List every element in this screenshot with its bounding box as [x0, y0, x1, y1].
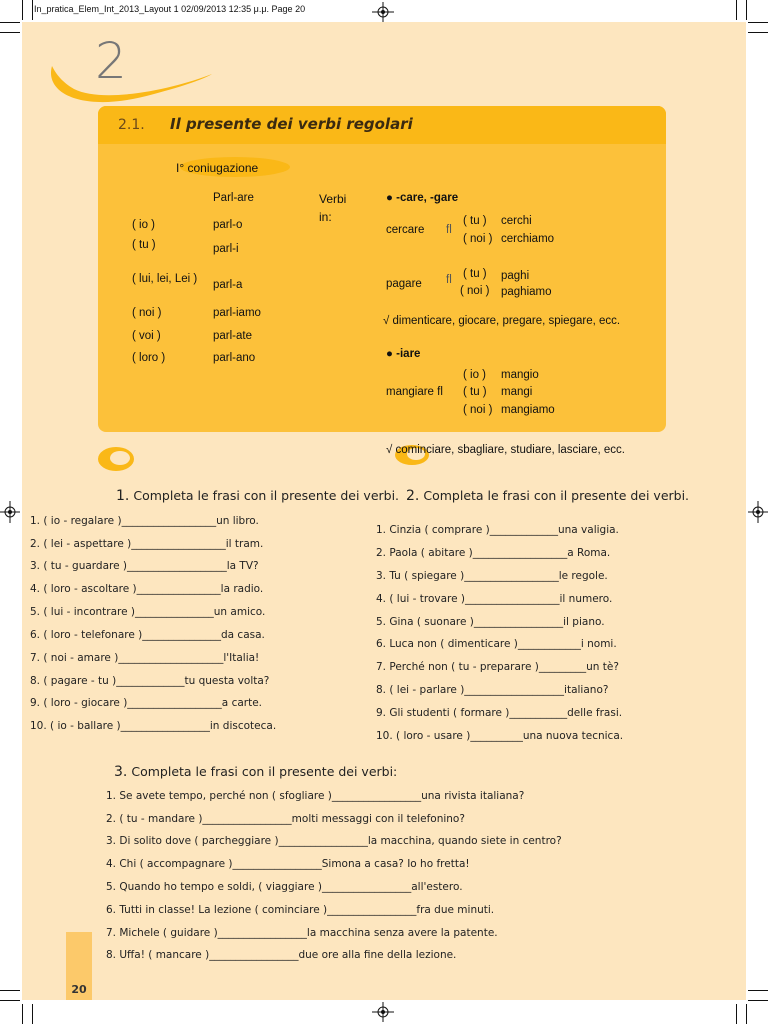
pronoun: ( io ) [132, 219, 155, 231]
exercise-item: 9. ( loro - giocare )__________________a carte. [30, 697, 263, 709]
exercise-number: 1. [116, 488, 130, 504]
exercise-2-heading [406, 488, 689, 504]
exercise-item: 7. Perché non ( tu - preparare )_________un tè? [376, 661, 619, 673]
exercise-number: 3. [114, 764, 128, 780]
pronoun: ( io ) [463, 369, 486, 381]
verb-form: mangiamo [501, 404, 555, 416]
iare-title-text: -iare [396, 348, 421, 360]
verb-form: parl-ano [213, 352, 256, 364]
iare-title: ● -iare [386, 348, 421, 360]
swirl-icon [96, 444, 138, 474]
verb-form: mangi [501, 386, 533, 398]
verb-mangiare: mangiare fl [386, 386, 443, 398]
page-number: 20 [71, 983, 87, 996]
crop-mark [746, 0, 747, 20]
crop-mark [746, 1004, 747, 1024]
exercise-item: 8. Uffa! ( mancare )_________________due ore alla fine della lezione. [106, 949, 457, 961]
registration-mark-icon [748, 501, 768, 523]
verbi-in-label: Verbi in: [319, 192, 347, 224]
chapter-swoosh-icon [44, 44, 214, 114]
crop-mark [32, 1004, 33, 1024]
pronoun: ( noi ) [132, 307, 162, 319]
conjugation-header: Parl-are [213, 192, 254, 204]
verb-form: parl-o [213, 219, 243, 231]
crop-mark [736, 1004, 737, 1024]
exercise-item: 7. Michele ( guidare )_________________la macchina senza avere la patente. [106, 927, 498, 939]
registration-mark-icon [372, 2, 394, 22]
crop-mark [748, 990, 768, 991]
arrow: fl [446, 224, 452, 236]
exercise-number: 2. [406, 488, 420, 504]
pronoun: ( noi ) [463, 233, 493, 245]
exercise-item: 4. Chi ( accompagnare )_________________Simona a casa? Io ho fretta! [106, 858, 470, 870]
verb-form: paghi [501, 270, 530, 282]
chapter-number: 2 [95, 32, 127, 90]
verb-form: cerchi [501, 215, 532, 227]
verb-form: parl-i [213, 243, 239, 255]
exercise-item: 10. ( loro - usare )__________una nuova tecnica. [376, 730, 624, 742]
pronoun: ( lui, lei, Lei ) [132, 273, 198, 285]
crop-mark [0, 1000, 20, 1001]
verb-form: paghiamo [501, 286, 552, 298]
exercise-item: 7. ( noi - amare )____________________l'Italia! [30, 652, 260, 664]
exercise-item: 5. ( lui - incontrare )_______________un amico. [30, 606, 266, 618]
print-slug: In_pratica_Elem_Int_2013_Layout 1 02/09/2013 12:35 μ.μ. Page 20 [34, 4, 306, 14]
crop-mark [0, 990, 20, 991]
pronoun: ( tu ) [463, 268, 487, 280]
pronoun: ( tu ) [463, 215, 487, 227]
pronoun: ( tu ) [463, 386, 487, 398]
exercise-item: 8. ( lei - parlare )___________________italiano? [376, 684, 609, 696]
exercise-item: 8. ( pagare - tu )_____________tu questa volta? [30, 675, 270, 687]
pronoun: ( noi ) [463, 404, 493, 416]
exercise-3-heading [114, 764, 397, 780]
verb-pagare: pagare [386, 278, 422, 290]
exercise-item: 6. ( loro - telefonare )_______________da casa. [30, 629, 265, 641]
crop-mark [32, 0, 33, 20]
exercise-item: 2. ( tu - mandare )_________________molti messaggi con il telefonino? [106, 813, 465, 825]
exercise-item: 3. Tu ( spiegare )__________________le regole. [376, 570, 608, 582]
iare-note: √ cominciare, sbagliare, studiare, lasciare, ecc. [386, 444, 625, 456]
crop-mark [748, 22, 768, 23]
verb-form: parl-a [213, 279, 243, 291]
exercise-item: 1. Cinzia ( comprare )_____________una valigia. [376, 524, 619, 536]
exercise-item: 9. Gli studenti ( formare )___________delle frasi. [376, 707, 623, 719]
verb-form: parl-ate [213, 330, 252, 342]
exercise-item: 1. ( io - regalare )__________________un libro. [30, 515, 259, 527]
crop-mark [748, 32, 768, 33]
exercise-item: 6. Tutti in classe! La lezione ( cominciare )_________________fra due minuti. [106, 904, 495, 916]
pronoun: ( voi ) [132, 330, 161, 342]
exercise-item: 4. ( loro - ascoltare )________________la radio. [30, 583, 264, 595]
crop-mark [748, 1000, 768, 1001]
verb-cercare: cercare [386, 224, 425, 236]
care-gare-note: √ dimenticare, giocare, pregare, spiegare, ecc. [383, 315, 621, 327]
exercise-item: 3. Di solito dove ( parcheggiare )_________________la macchina, quando siete in centro? [106, 835, 562, 847]
exercise-title: Completa le frasi con il presente dei verbi. [133, 488, 400, 503]
registration-mark-icon [372, 1002, 394, 1022]
section-number: 2.1. [118, 117, 145, 133]
section-title: Il presente dei verbi regolari [170, 115, 413, 133]
exercise-item: 10. ( io - ballare )_________________in discoteca. [30, 720, 277, 732]
verb-form: parl-iamo [213, 307, 261, 319]
conjugation-label: I° coniugazione [176, 161, 259, 175]
crop-mark [0, 22, 20, 23]
arrow: fl [446, 274, 452, 286]
exercise-item: 5. Quando ho tempo e soldi, ( viaggiare )_________________all'estero. [106, 881, 463, 893]
exercise-item: 1. Se avete tempo, perché non ( sfogliare )_________________una rivista italiana? [106, 790, 525, 802]
exercise-title: Completa le frasi con il presente dei verbi: [131, 764, 398, 779]
exercise-1-heading [116, 488, 399, 504]
registration-mark-icon [0, 501, 20, 523]
exercise-item: 2. ( lei - aspettare )__________________il tram. [30, 538, 264, 550]
exercise-item: 3. ( tu - guardare )___________________la TV? [30, 560, 259, 572]
pronoun: ( tu ) [132, 239, 156, 251]
verb-form: mangio [501, 369, 539, 381]
crop-mark [22, 0, 23, 20]
care-gare-title: ● -care, -gare [386, 192, 459, 204]
pronoun: ( noi ) [460, 285, 490, 297]
exercise-item: 5. Gina ( suonare )_________________il piano. [376, 616, 605, 628]
exercise-item: 4. ( lui - trovare )__________________il numero. [376, 593, 613, 605]
exercise-item: 6. Luca non ( dimenticare )____________i nomi. [376, 638, 617, 650]
verb-form: cerchiamo [501, 233, 555, 245]
exercise-item: 2. Paola ( abitare )__________________a Roma. [376, 547, 611, 559]
pronoun: ( loro ) [132, 352, 166, 364]
crop-mark [0, 32, 20, 33]
crop-mark [22, 1004, 23, 1024]
care-gare-title-text: -care, -gare [396, 192, 459, 204]
crop-mark [736, 0, 737, 20]
exercise-title: Completa le frasi con il presente dei verbi. [423, 488, 690, 503]
